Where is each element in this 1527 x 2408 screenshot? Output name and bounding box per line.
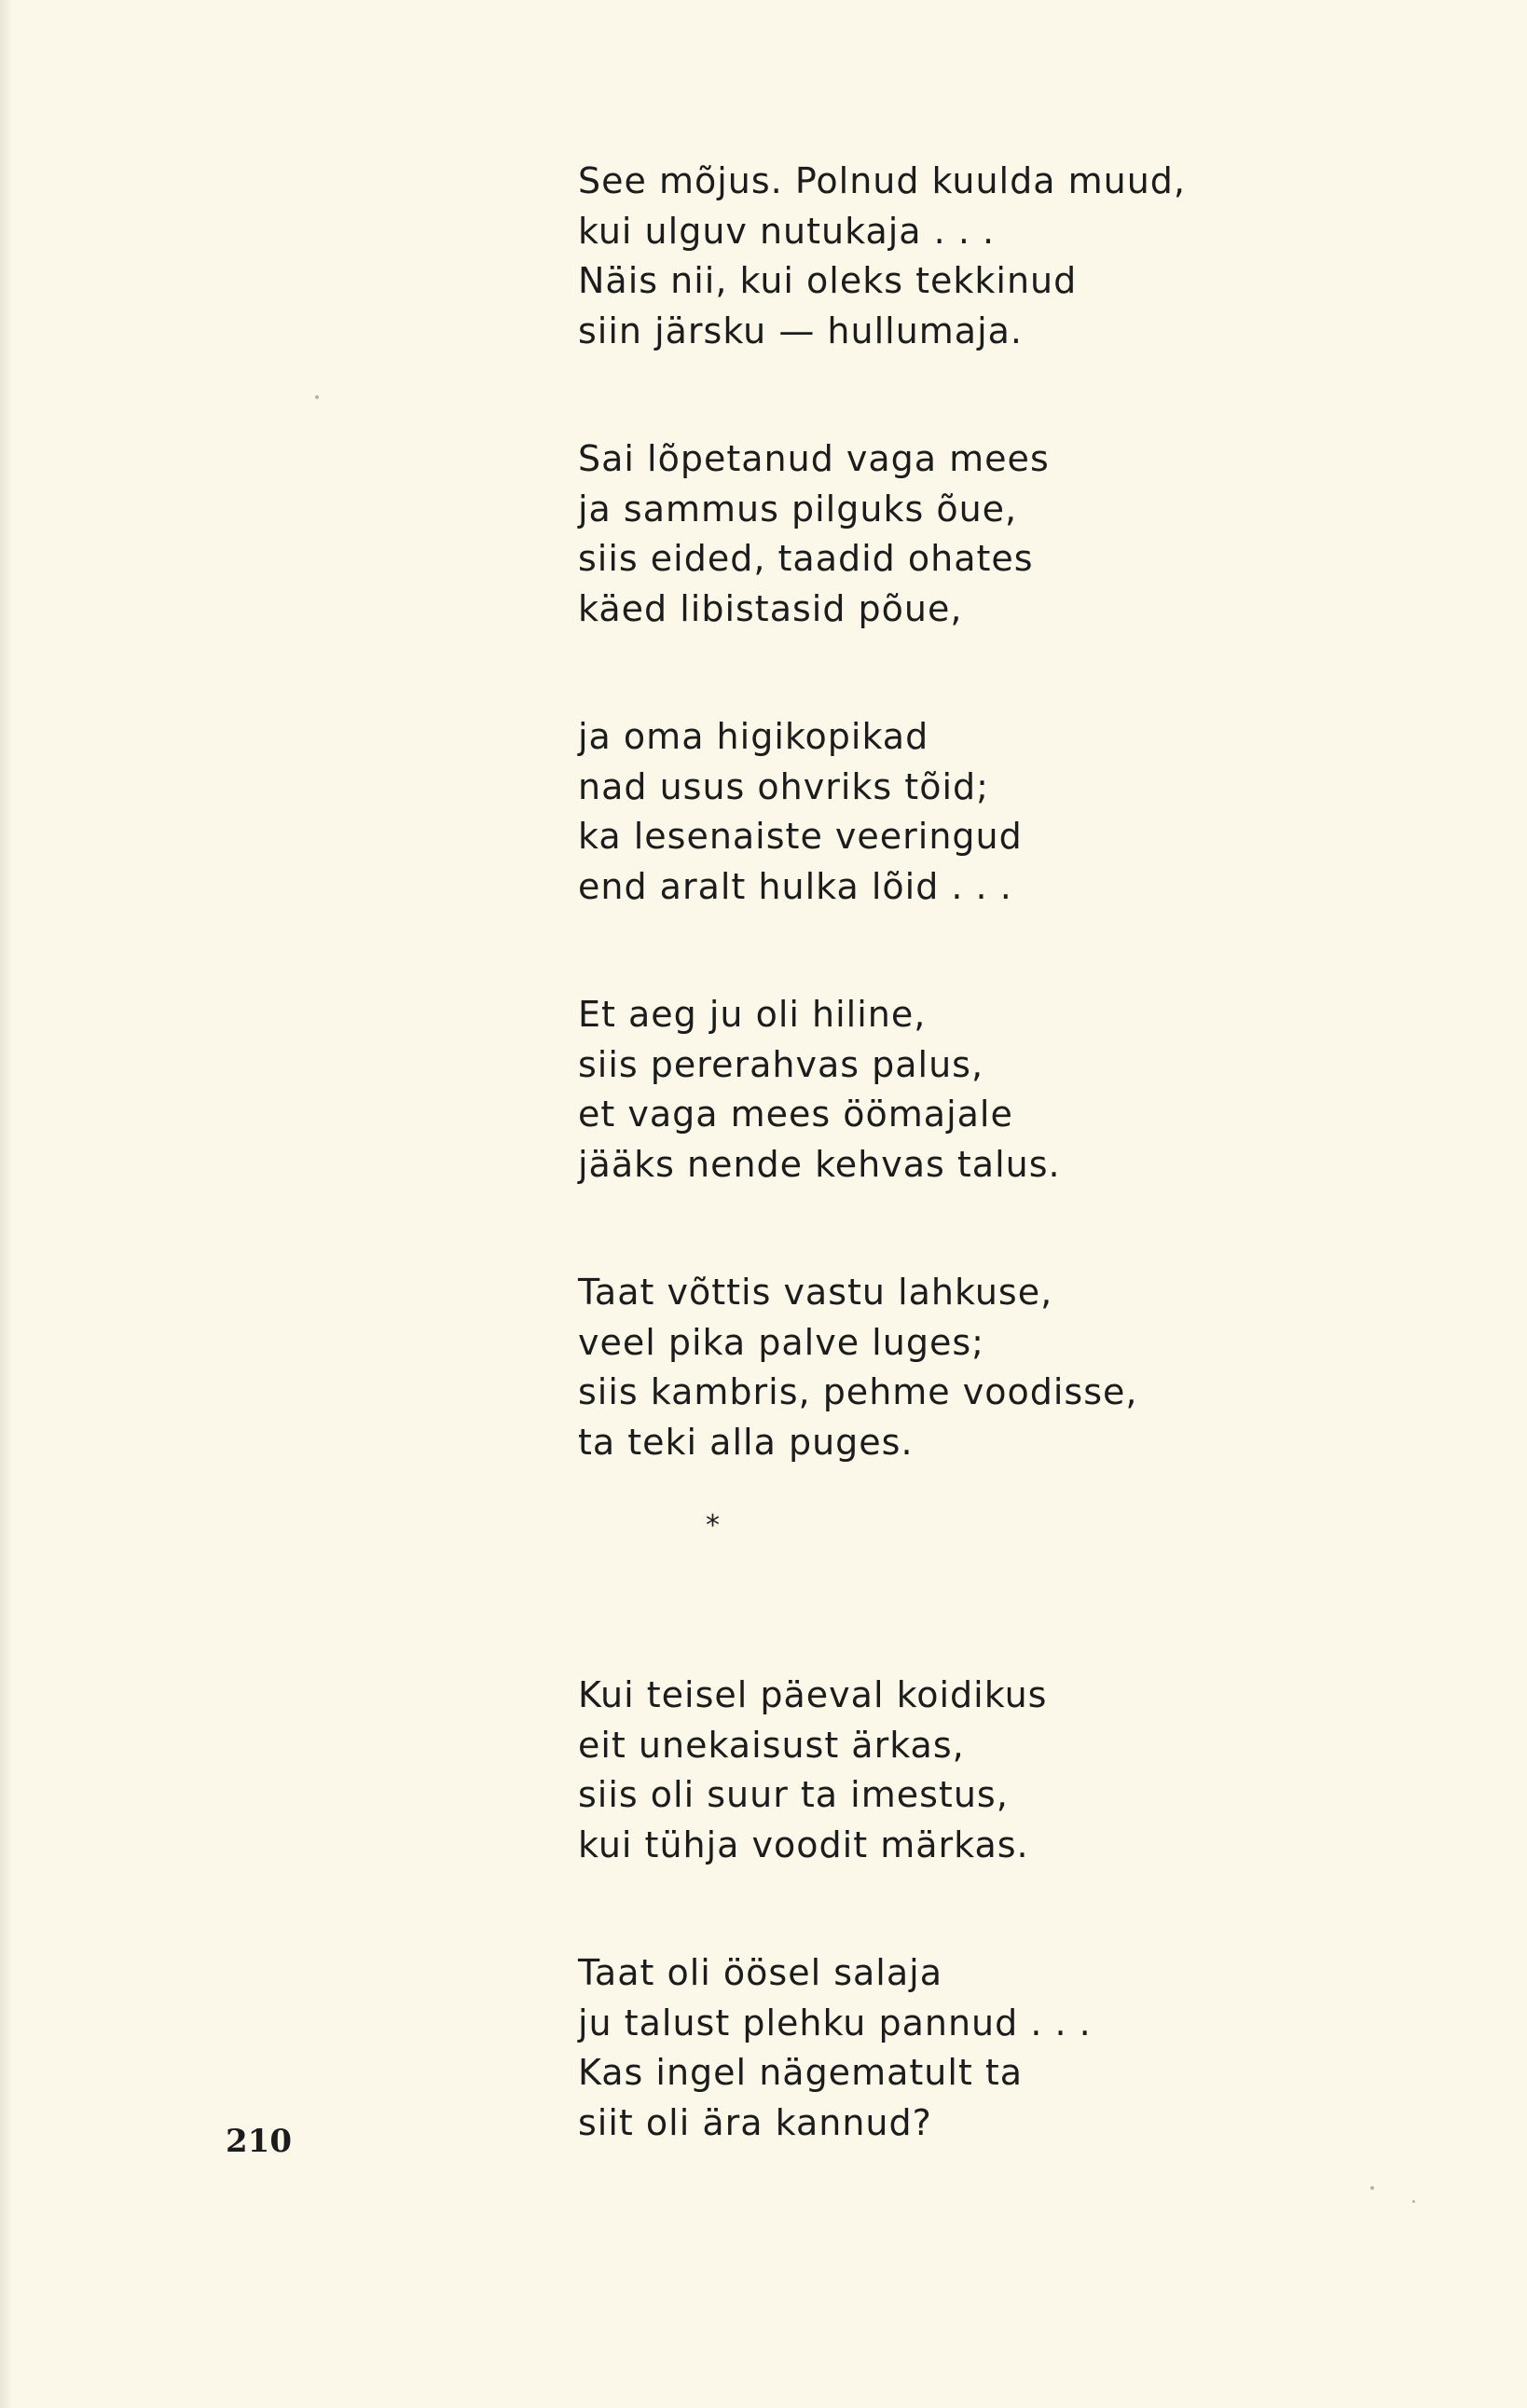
poem-line: ja oma higikopikad — [578, 716, 929, 757]
poem-line: käed libistasid põue, — [578, 587, 963, 629]
poem-line: eit unekaisust ärkas, — [578, 1724, 965, 1766]
poem-line: kui ulguv nutukaja . . . — [578, 210, 996, 252]
stanza-2 — [578, 434, 1286, 634]
poem-line: et vaga mees öömajale — [578, 1094, 1013, 1135]
poem-line: ja sammus pilguks õue, — [578, 488, 1018, 530]
poem-line: Et aeg ju oli hiline, — [578, 994, 927, 1035]
poem-line: ju talust plehku pannud . . . — [578, 2002, 1092, 2043]
paper-speck — [1370, 2186, 1374, 2190]
poem-line: See mõjus. Polnud kuulda muud, — [578, 160, 1186, 201]
stanza-4 — [578, 990, 1286, 1190]
poem-line: siis oli suur ta imestus, — [578, 1774, 1009, 1815]
poem-line: ta teki alla puges. — [578, 1421, 914, 1463]
poem-line: kui tühja voodit märkas. — [578, 1823, 1029, 1865]
poem-line: siin järsku — hullumaja. — [578, 310, 1024, 351]
stanza-6 — [578, 1671, 1286, 1870]
poem-line: Kui teisel päeval koidikus — [578, 1674, 1048, 1715]
poem-line: Kas ingel nägematult ta — [578, 2052, 1024, 2093]
poem-line: siis pererahvas palus, — [578, 1043, 984, 1085]
poem-line: ka lesenaiste veeringud — [578, 816, 1023, 857]
stanza-5 — [578, 1268, 1286, 1467]
poem-line: siit oli ära kannud? — [578, 2101, 932, 2143]
poem-text — [578, 157, 1286, 2226]
page-number: 210 — [226, 2123, 292, 2160]
poem-line: Taat võttis vastu lahkuse, — [578, 1272, 1053, 1313]
stanza-7 — [578, 1948, 1286, 2148]
stanza-1 — [578, 157, 1286, 356]
paper-speck — [1412, 2200, 1415, 2203]
poem-line: nad usus ohvriks tõid; — [578, 765, 989, 807]
page-edge-shadow — [0, 0, 13, 2408]
poem-line: jääks nende kehvas talus. — [578, 1143, 1061, 1185]
section-separator: * — [706, 1509, 721, 1542]
poem-line: end aralt hulka lõid . . . — [578, 865, 1012, 907]
poem-line: veel pika palve luges; — [578, 1321, 984, 1363]
paper-speck — [315, 395, 319, 399]
poem-line: Näis nii, kui oleks tekkinud — [578, 260, 1078, 301]
poem-line: siis eided, taadid ohates — [578, 538, 1034, 579]
stanza-3 — [578, 712, 1286, 912]
poem-line: siis kambris, pehme voodisse, — [578, 1371, 1138, 1412]
poem-line: Sai lõpetanud vaga mees — [578, 438, 1050, 479]
poem-line: Taat oli öösel salaja — [578, 1952, 942, 1993]
